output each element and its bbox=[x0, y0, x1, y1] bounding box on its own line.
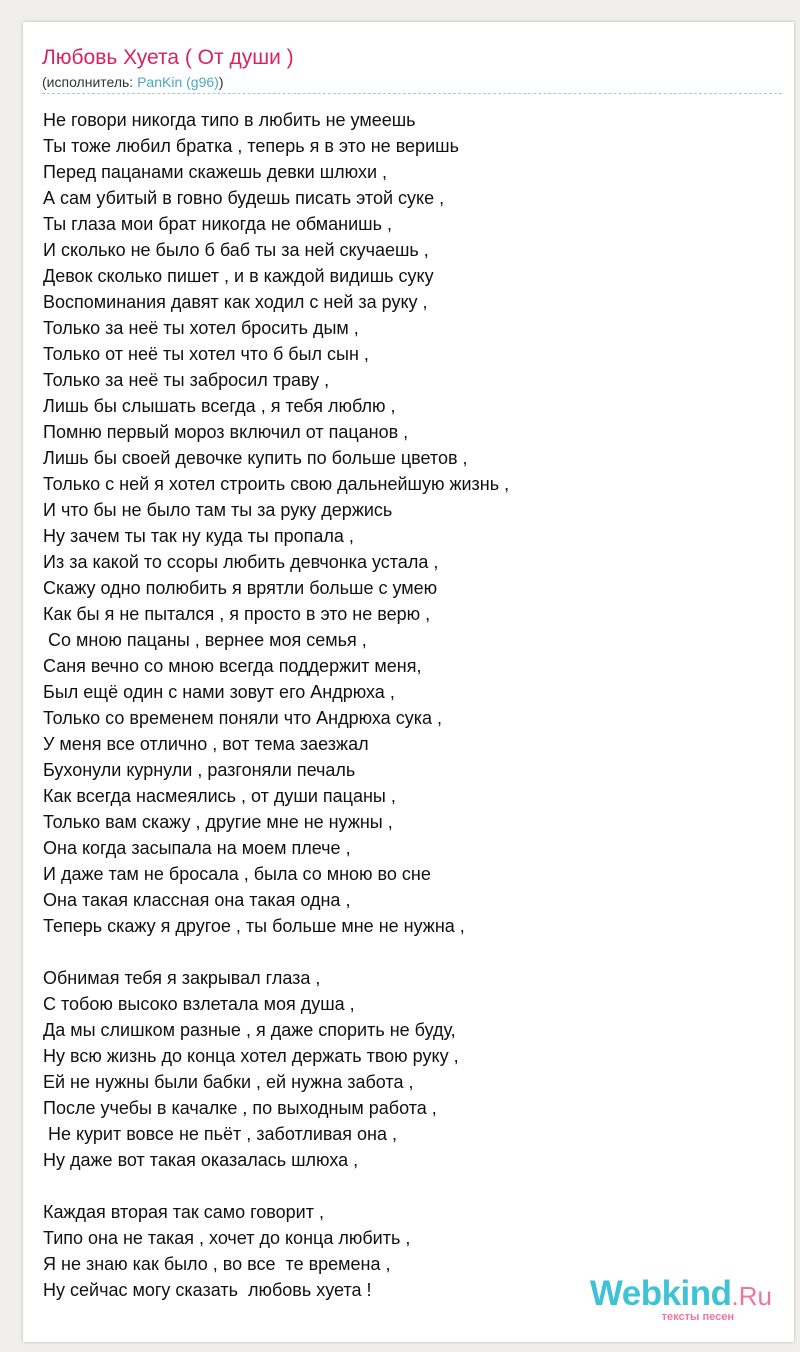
lyric-line: Ну сейчас могу сказать любовь хуета ! bbox=[43, 1280, 372, 1300]
lyric-line: Обнимая тебя я закрывал глаза , bbox=[43, 968, 321, 988]
lyric-line: Как бы я не пытался , я просто в это не верю , bbox=[43, 604, 431, 624]
lyric-line: Каждая вторая так само говорит , bbox=[43, 1202, 324, 1222]
lyric-line: Лишь бы слышать всегда , я тебя люблю , bbox=[43, 396, 396, 416]
lyric-line: Перед пацанами скажешь девки шлюхи , bbox=[43, 162, 387, 182]
lyric-line: Ну зачем ты так ну куда ты пропала , bbox=[43, 526, 354, 546]
lyric-line: Да мы слишком разные , я даже спорить не буду, bbox=[43, 1020, 456, 1040]
lyric-line: Ей не нужны были бабки , ей нужна забота , bbox=[43, 1072, 414, 1092]
lyric-line: Я не знаю как было , во все те времена , bbox=[43, 1254, 391, 1274]
lyric-line: Ну даже вот такая оказалась шлюха , bbox=[43, 1150, 359, 1170]
lyric-line: И что бы не было там ты за руку держись bbox=[43, 500, 393, 520]
lyric-line: Не говори никогда типо в любить не умеешь bbox=[43, 110, 416, 130]
logo-tld: .Ru bbox=[731, 1281, 772, 1311]
lyric-line: Только от неё ты хотел что б был сын , bbox=[43, 344, 369, 364]
site-logo[interactable] bbox=[582, 1276, 772, 1324]
lyric-line: Девок сколько пишет , и в каждой видишь суку bbox=[43, 266, 434, 286]
lyric-line: Ну всю жизнь до конца хотел держать твою руку , bbox=[43, 1046, 459, 1066]
artist-prefix: (исполнитель: bbox=[42, 74, 138, 90]
lyric-line: И сколько не было б баб ты за ней скучаешь , bbox=[43, 240, 429, 260]
lyric-line: Как всегда насмеялись , от души пацаны , bbox=[43, 786, 396, 806]
lyric-line: Со мною пацаны , вернее моя семья , bbox=[43, 630, 367, 650]
lyric-line: У меня все отлично , вот тема заезжал bbox=[43, 734, 369, 754]
lyric-line: А сам убитый в говно будешь писать этой суке , bbox=[43, 188, 445, 208]
lyric-line: Воспоминания давят как ходил с ней за руку , bbox=[43, 292, 428, 312]
artist-suffix: ) bbox=[218, 74, 224, 90]
lyric-line: Помню первый мороз включил от пацанов , bbox=[43, 422, 409, 442]
lyric-line: И даже там не бросала , была со мною во сне bbox=[43, 864, 431, 884]
logo-word: Webkind bbox=[589, 1274, 732, 1313]
song-title: Любовь Хуета ( От души ) bbox=[42, 46, 294, 69]
lyric-line: Только с ней я хотел строить свою дальнейшую жизнь , bbox=[43, 474, 510, 494]
lyric-line: Был ещё один с нами зовут его Андрюха , bbox=[43, 682, 395, 702]
lyric-line: Только за неё ты забросил траву , bbox=[43, 370, 330, 390]
lyric-line: Только за неё ты хотел бросить дым , bbox=[43, 318, 359, 338]
lyric-line: Саня вечно со мною всегда поддержит меня, bbox=[43, 656, 422, 676]
lyric-line: Ты тоже любил братка , теперь я в это не веришь bbox=[43, 136, 459, 156]
lyric-line: Типо она не такая , хочет до конца любить , bbox=[43, 1228, 411, 1248]
lyric-line: Лишь бы своей девочке купить по больше цветов , bbox=[43, 448, 468, 468]
lyric-line: Она такая классная она такая одна , bbox=[43, 890, 351, 910]
logo-wordmark bbox=[590, 1276, 772, 1314]
lyric-line: Не курит вовсе не пьёт , заботливая она , bbox=[43, 1124, 397, 1144]
artist-link[interactable]: PanKin (g96) bbox=[137, 74, 219, 90]
lyric-line: Только со временем поняли что Андрюха сука , bbox=[43, 708, 442, 728]
lyric-line: Она когда засыпала на моем плече , bbox=[43, 838, 351, 858]
lyric-line: Из за какой то ссоры любить девчонка устала , bbox=[43, 552, 439, 572]
lyric-line bbox=[43, 1173, 783, 1199]
lyric-line bbox=[43, 939, 783, 965]
lyrics-body bbox=[43, 107, 783, 1303]
logo-tagline: тексты песен bbox=[661, 1311, 734, 1323]
lyric-line: С тобою высоко взлетала моя душа , bbox=[43, 994, 355, 1014]
lyric-line: Скажу одно полюбить я врятли больше с умею bbox=[43, 578, 438, 598]
lyric-line: Теперь скажу я другое , ты больше мне не нужна , bbox=[43, 916, 465, 936]
lyrics-page bbox=[23, 22, 794, 1342]
lyric-line: Только вам скажу , другие мне не нужны , bbox=[43, 812, 393, 832]
lyric-line: Ты глаза мои брат никогда не обманишь , bbox=[43, 214, 392, 234]
lyric-line: После учебы в качалке , по выходным работа , bbox=[43, 1098, 437, 1118]
artist-line bbox=[42, 73, 223, 91]
title-divider bbox=[42, 93, 782, 94]
lyric-line: Бухонули курнули , разгоняли печаль bbox=[43, 760, 356, 780]
